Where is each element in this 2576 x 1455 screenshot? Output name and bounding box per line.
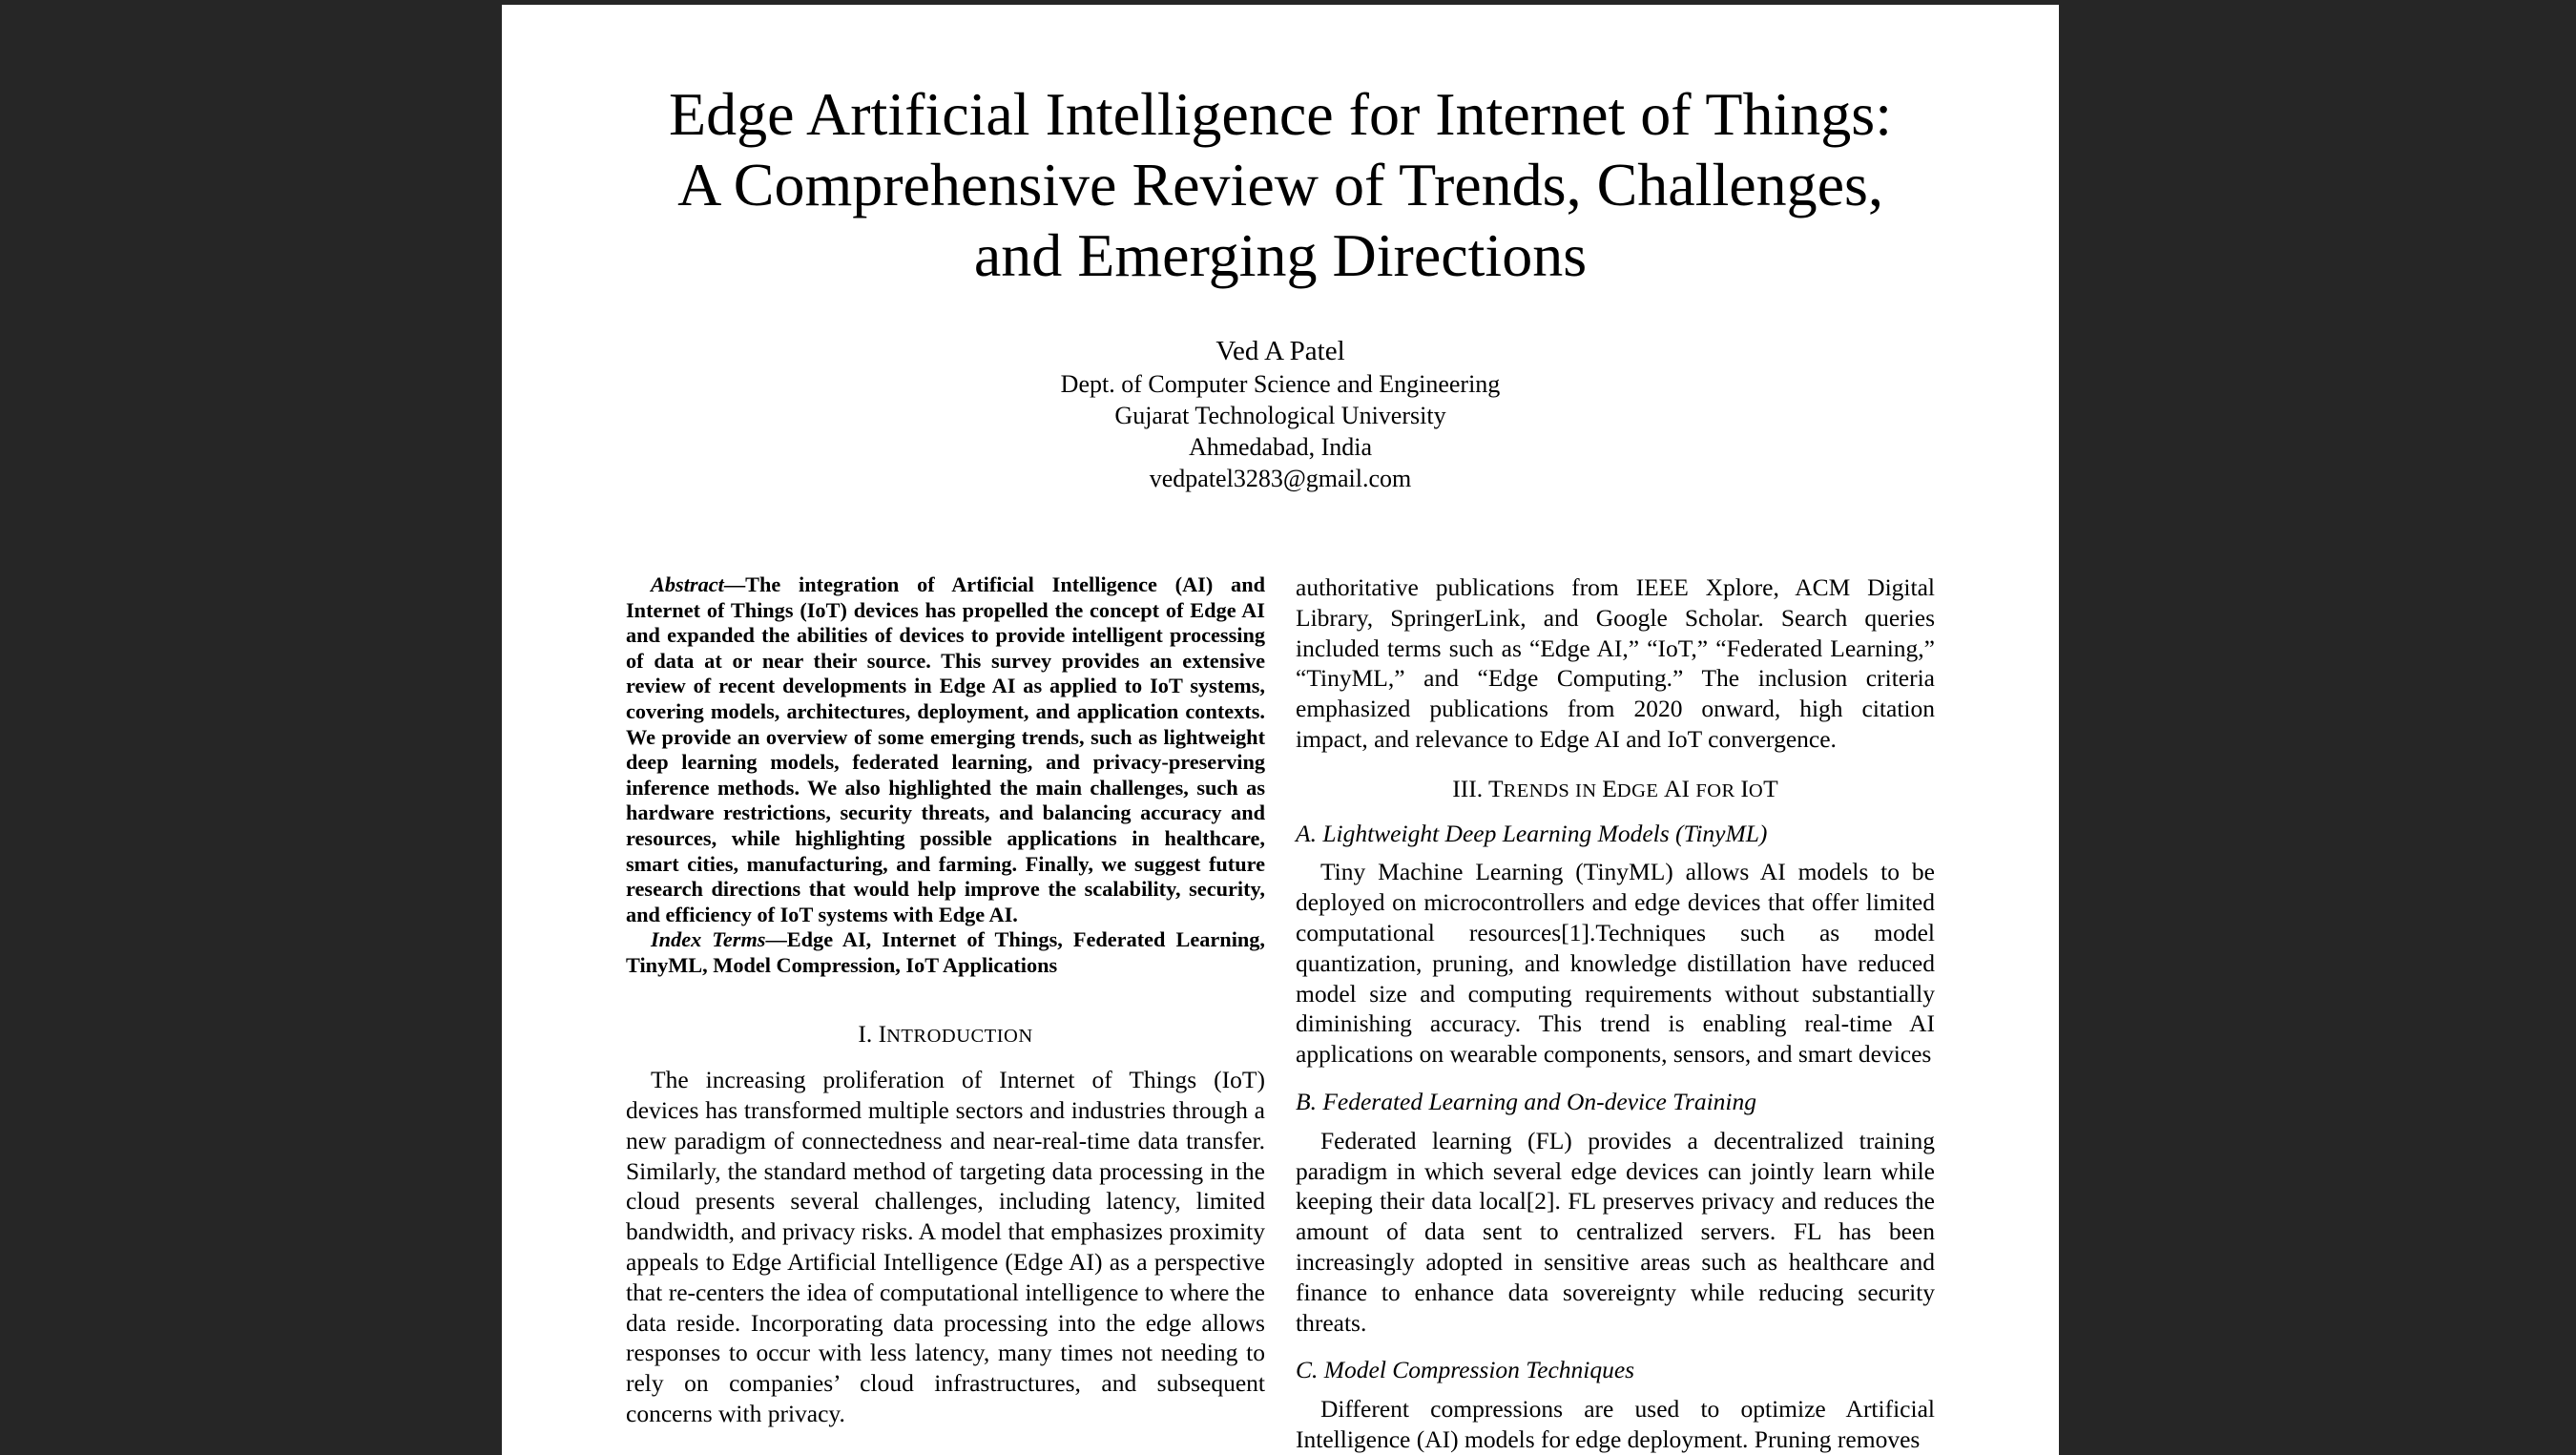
index-terms [626,927,1265,978]
section-title-initial: I [878,1019,887,1048]
section-title-part: O [1748,779,1764,801]
author-block [502,334,2059,494]
author-university: Gujarat Technological University [1114,402,1446,429]
subsection-heading-federated-learning: B. Federated Learning and On-device Training [1296,1087,1757,1115]
left-column [626,572,1265,1429]
section-heading-introduction [626,1019,1265,1052]
abstract-text: —The integration of Artificial Intelligence (AI) and Internet of Things (IoT) devices has propelled the concept of Edge AI and expanded the abilities of devices to provide intelligent processing of data at or near their source. This survey provides an extensive review of recent developments in Edge AI as applied to IoT systems, covering models, architectures, deployment, and application contexts. We provide an overview of some emerging trends, such as lightweight deep learning models, federated learning, and privacy-preserving inference methods. We also highlighted the main challenges, such as hardware restrictions, security threats, and balancing accuracy and resources, while highlighting possible applications in healthcare, smart cities, manufacturing, and farming. Finally, we suggest future research directions that would help improve the scalability, security, and efficiency of IoT systems with Edge AI. [626,572,1265,926]
subsection-paragraph-tinyml: Tiny Machine Learning (TinyML) allows AI models to be deployed on microcontrollers and edge devices that offer limited computational resources[1].Techniques such as model quantization, pruning, and knowledge distillation have reduced model size and computing requirements without substantially diminishing accuracy. This trend is enabling real-time AI applications on wearable components, sensors, and smart devices [1296,858,1935,1069]
author-email: vedpatel3283@gmail.com [1149,465,1412,492]
abstract [626,572,1265,927]
section-title-part: FOR [1695,779,1741,801]
section-title-part: E [1602,774,1617,802]
author-department: Dept. of Computer Science and Engineering [1060,370,1501,398]
author-location: Ahmedabad, India [1188,433,1373,461]
introduction-paragraph: The increasing proliferation of Internet of Things (IoT) devices has transformed multiple sectors and industries through a new paradigm of connectedness and near-real-time data transfer. Similarly, the standard method of targeting data processing in the cloud presents several challenges, including latency, limited bandwidth, and privacy risks. A model that emphasizes proximity appeals to Edge Artificial Intelligence (Edge AI) as a perspective that re-centers the idea of computational intelligence to where the data reside. Incorporating data processing into the edge allows responses to occur with less latency, many times not needing to rely on companies’ cloud infrastructures, and subsequent concerns with privacy. [626,1066,1265,1428]
section-title-part: I [1740,774,1749,802]
title-line: Edge Artificial Intelligence for Internet of Things: [669,80,1892,148]
section-numeral: III. [1452,774,1484,802]
subsection-heading-model-compression: C. Model Compression Techniques [1296,1356,1635,1384]
section-title-rest: NTRODUCTION [886,1025,1033,1047]
section-title-part: AI [1664,774,1696,802]
section-numeral: I. [858,1019,873,1048]
section-heading-trends [1296,774,1935,807]
methodology-paragraph: authoritative publications from IEEE Xplore, ACM Digital Library, SpringerLink, and Google Scholar. Search queries included terms such as “Edge AI,” “IoT,” “Federated Learning,” “TinyML,” and “Edge Computing.” The inclusion criteria emphasized publications from 2020 onward, high citation impact, and relevance to Edge AI and IoT convergence. [1296,573,1935,753]
subsection-paragraph-federated-learning: Federated learning (FL) provides a decentralized training paradigm in which several edge devices can jointly learn while keeping their data local[2]. FL preserves privacy and reduces the amount of data sent to centralized servers. FL has been increasingly adopted in sensitive areas such as healthcare and finance to enhance data sovereignty while reducing security threats. [1296,1126,1935,1337]
right-column [1296,572,1935,1455]
author-name: Ved A Patel [1215,336,1345,366]
abstract-label: Abstract [651,572,724,596]
pdf-page [502,5,2059,1455]
section-title-part: DGE [1616,779,1665,801]
section-title-part: T [1763,774,1778,802]
subsection-heading-tinyml: A. Lightweight Deep Learning Models (TinyML) [1296,819,1768,847]
section-title-part: T [1488,774,1504,802]
paper-title [502,79,2059,291]
section-title-part: RENDS IN [1503,779,1603,801]
subsection-paragraph-model-compression: Different compressions are used to optimize Artificial Intelligence (AI) models for edge deployment. Pruning removes [1296,1395,1935,1453]
index-terms-label: Index Terms [651,927,766,952]
index-terms-text: —Edge AI, Internet of Things, Federated Learning, TinyML, Model Compression, IoT Applications [626,927,1266,977]
title-line: and Emerging Directions [973,221,1588,289]
title-line: A Comprehensive Review of Trends, Challenges, [677,151,1883,218]
